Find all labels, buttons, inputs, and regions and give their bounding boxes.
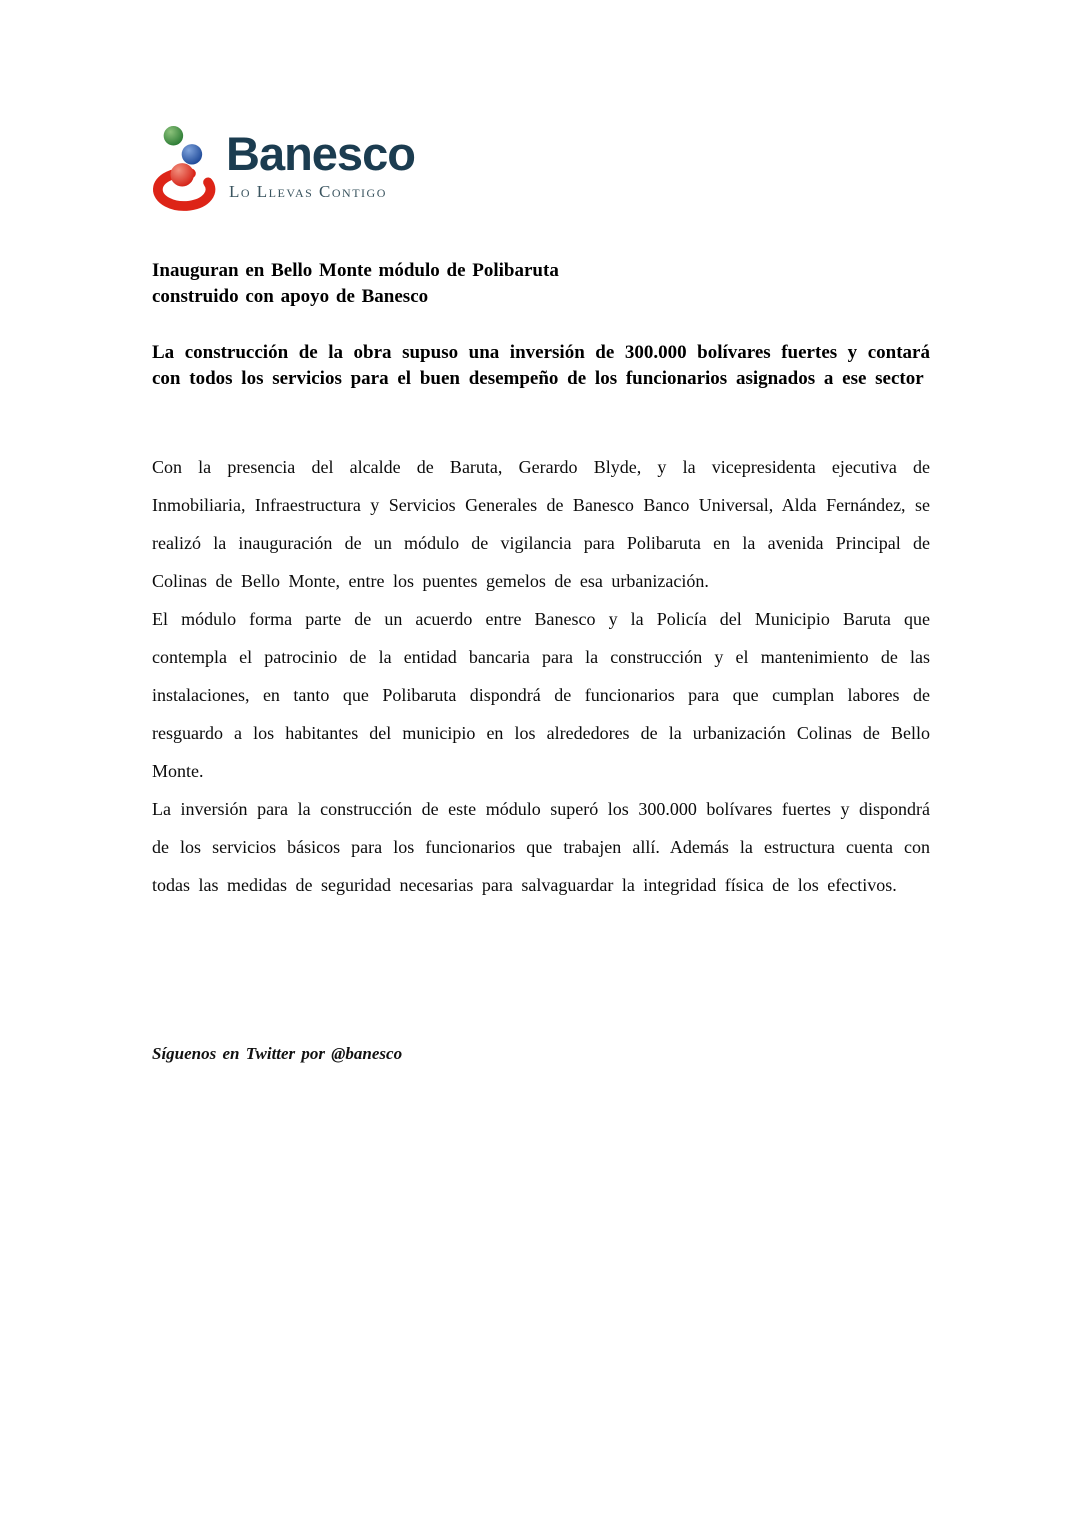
logo-tagline: Lo Llevas Contigo [229, 182, 387, 201]
logo-green-sphere-icon [164, 126, 184, 145]
banesco-spheres-ring-icon [150, 118, 228, 214]
headline-line2: construido con apoyo de Banesco [152, 286, 429, 307]
headline-line1: Inauguran en Bello Monte módulo de Polibaruta [152, 260, 559, 281]
body-paragraph: El módulo forma parte de un acuerdo entre Banesco y la Policía del Municipio Baruta que contempla el patrocinio de la entidad bancaria para la construcción y el mantenimiento de las instalaciones, en tanto que Polibaruta dispondrá de funcionarios para que cumplan labores de resguardo a los habitantes del municipio en los alrededores de la urbanización Colinas de Bello Monte. [152, 609, 930, 781]
body-paragraph: Con la presencia del alcalde de Baruta, Gerardo Blyde, y la vicepresidenta ejecutiva de Inmobiliaria, Infraestructura y Servicios Generales de Banesco Banco Universal, Alda Fernández, se realizó la inauguración de un módulo de vigilancia para Polibaruta en la avenida Principal de Colinas de Bello Monte, entre los puentes gemelos de esa urbanización. [152, 457, 930, 591]
headline [152, 258, 930, 310]
logo-wordmark: Banesco [226, 127, 415, 180]
twitter-follow-line: Síguenos en Twitter por @banesco [152, 1044, 403, 1063]
banesco-logo [150, 118, 450, 218]
article-body [152, 448, 930, 904]
logo-red-sphere-icon [170, 163, 193, 186]
logo-blue-sphere-icon [182, 144, 202, 164]
subheadline: La construcción de la obra supuso una inversión de 300.000 bolívares fuertes y contará con todos los servicios para el buen desempeño de los funcionarios asignados a ese sector [152, 342, 930, 389]
body-paragraph: La inversión para la construcción de este módulo superó los 300.000 bolívares fuertes y dispondrá de los servicios básicos para los funcionarios que trabajen allí. Además la estructura cuenta con todas las medidas de seguridad necesarias para salvaguardar la integridad física de los efectivos. [152, 799, 930, 895]
